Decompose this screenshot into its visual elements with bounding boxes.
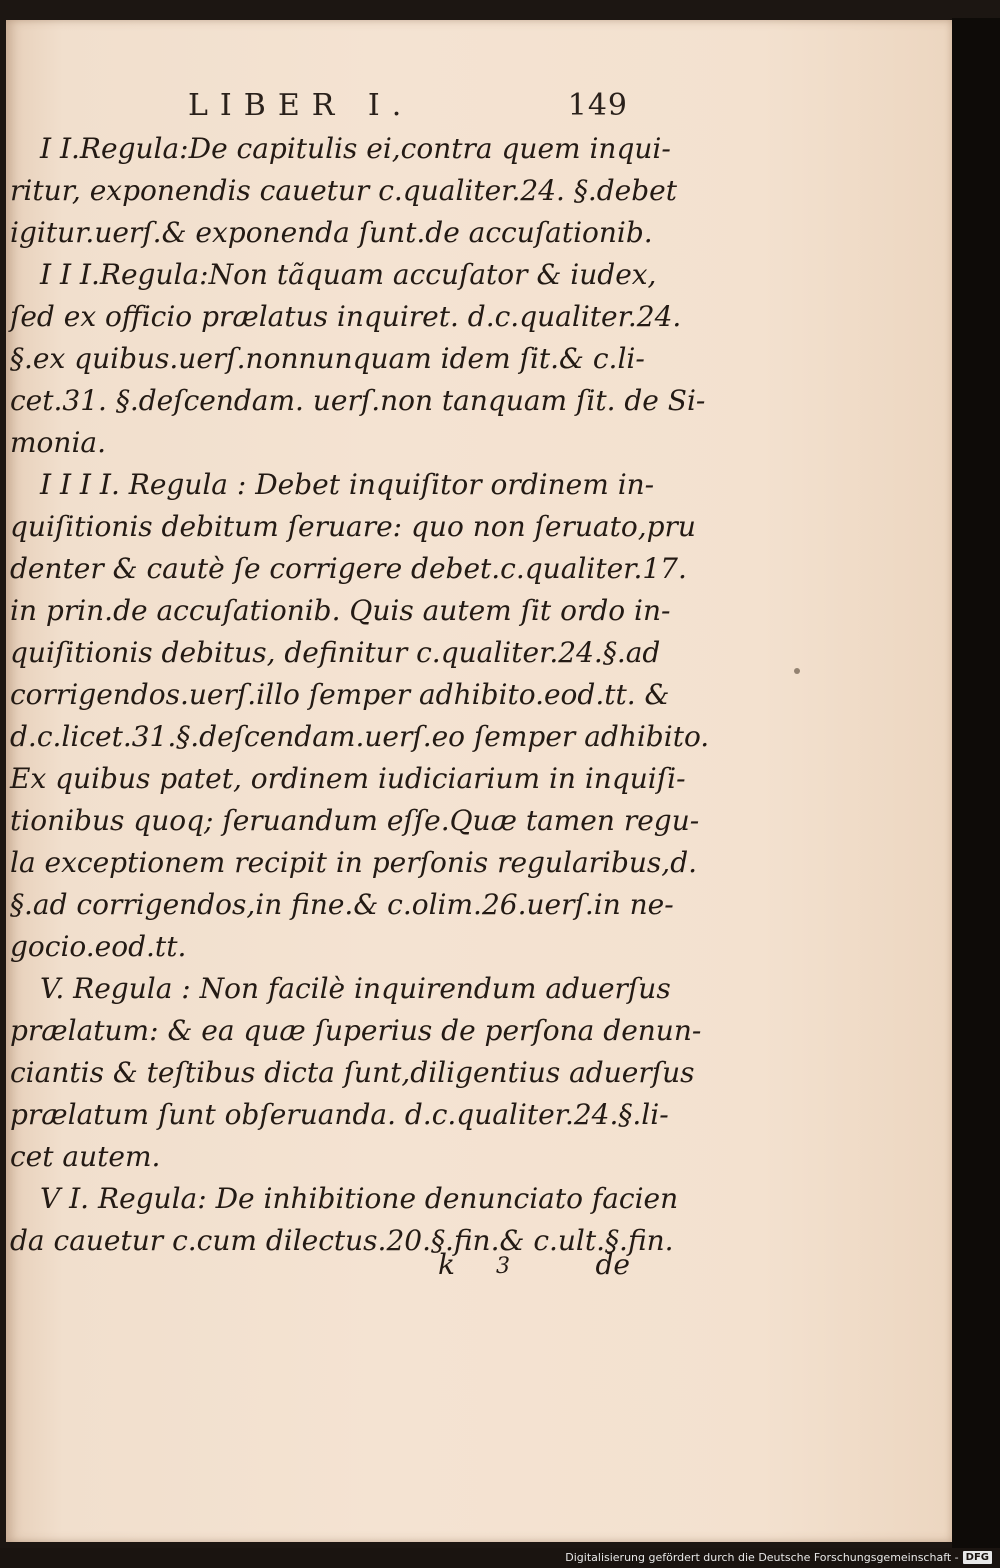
text-line: V. Regula : Non facilè inquirendum aduerſus	[40, 972, 671, 1005]
page-edge-shadow	[952, 18, 1000, 1548]
text-line: d.c.licet.31.§.deſcendam.uerſ.eo ſemper adhibito.	[10, 720, 710, 753]
text-line: cet autem.	[10, 1140, 161, 1173]
text-line: quiſitionis debitus, definitur c.qualiter.24.§.ad	[10, 636, 661, 669]
text-line: corrigendos.uerſ.illo ſemper adhibito.eod.tt. &	[10, 678, 670, 711]
catchword-line	[438, 1248, 630, 1288]
text-line: prælatum: & ea quæ ſuperius de perſona denun-	[10, 1014, 702, 1047]
signature-number: 3	[496, 1254, 510, 1279]
text-line: igitur.uerſ.& exponenda ſunt.de accuſationib.	[10, 216, 653, 249]
signature-mark: k	[438, 1248, 455, 1281]
text-line: tionibus quoq; ſeruandum eſſe.Quæ tamen regu-	[10, 804, 700, 837]
text-line: ritur, exponendis cauetur c.qualiter.24. §.debet	[10, 174, 677, 207]
text-line: la exceptionem recipit in perſonis regularibus,d.	[10, 846, 698, 879]
text-line: I I I I. Regula : Debet inquiſitor ordinem in-	[40, 468, 655, 501]
text-line: ciantis & teſtibus dicta ſunt,diligentius aduerſus	[10, 1056, 695, 1089]
text-line: I I.Regula:De capitulis ei,contra quem inqui-	[40, 132, 671, 165]
text-line: Ex quibus patet, ordinem iudiciarium in inquiſi-	[10, 762, 686, 795]
text-line: V I. Regula: De inhibitione denunciato facien	[40, 1182, 679, 1215]
text-line: denter & cautè ſe corrigere debet.c.qualiter.17.	[10, 552, 687, 585]
text-line: §.ex quibus.uerſ.nonnunquam idem ſit.& c.li-	[10, 342, 645, 375]
text-line: cet.31. §.deſcendam. uerſ.non tanquam ſit. de Si-	[10, 384, 706, 417]
digitization-credit	[565, 1548, 992, 1566]
folio-number: 149	[567, 88, 628, 123]
dfg-logo: DFG	[963, 1551, 992, 1564]
running-title: LIBER I.	[188, 88, 414, 123]
text-line: da cauetur c.cum dilectus.20.§.fin.& c.ult.§.fin.	[10, 1224, 674, 1257]
text-line: prælatum ſunt obſeruanda. d.c.qualiter.24.§.li-	[10, 1098, 669, 1131]
text-line: ſed ex officio prælatus inquiret. d.c.qualiter.24.	[10, 300, 682, 333]
text-line: monia.	[10, 426, 106, 459]
text-line: quiſitionis debitum ſeruare: quo non ſeruato,pru	[10, 510, 696, 543]
text-line: §.ad corrigendos,in fine.& c.olim.26.uerſ.in ne-	[10, 888, 674, 921]
page-header	[188, 88, 628, 128]
text-line: in prin.de accuſationib. Quis autem ſit ordo in-	[10, 594, 671, 627]
credit-text: Digitalisierung gefördert durch die Deutsche Forschungsgemeinschaft -	[565, 1550, 959, 1564]
body-text	[10, 128, 710, 1262]
paper-speck	[794, 668, 800, 674]
text-line: gocio.eod.tt.	[10, 930, 187, 963]
catchword: de	[595, 1248, 630, 1281]
text-line: I I I.Regula:Non tãquam accuſator & iudex,	[40, 258, 657, 291]
